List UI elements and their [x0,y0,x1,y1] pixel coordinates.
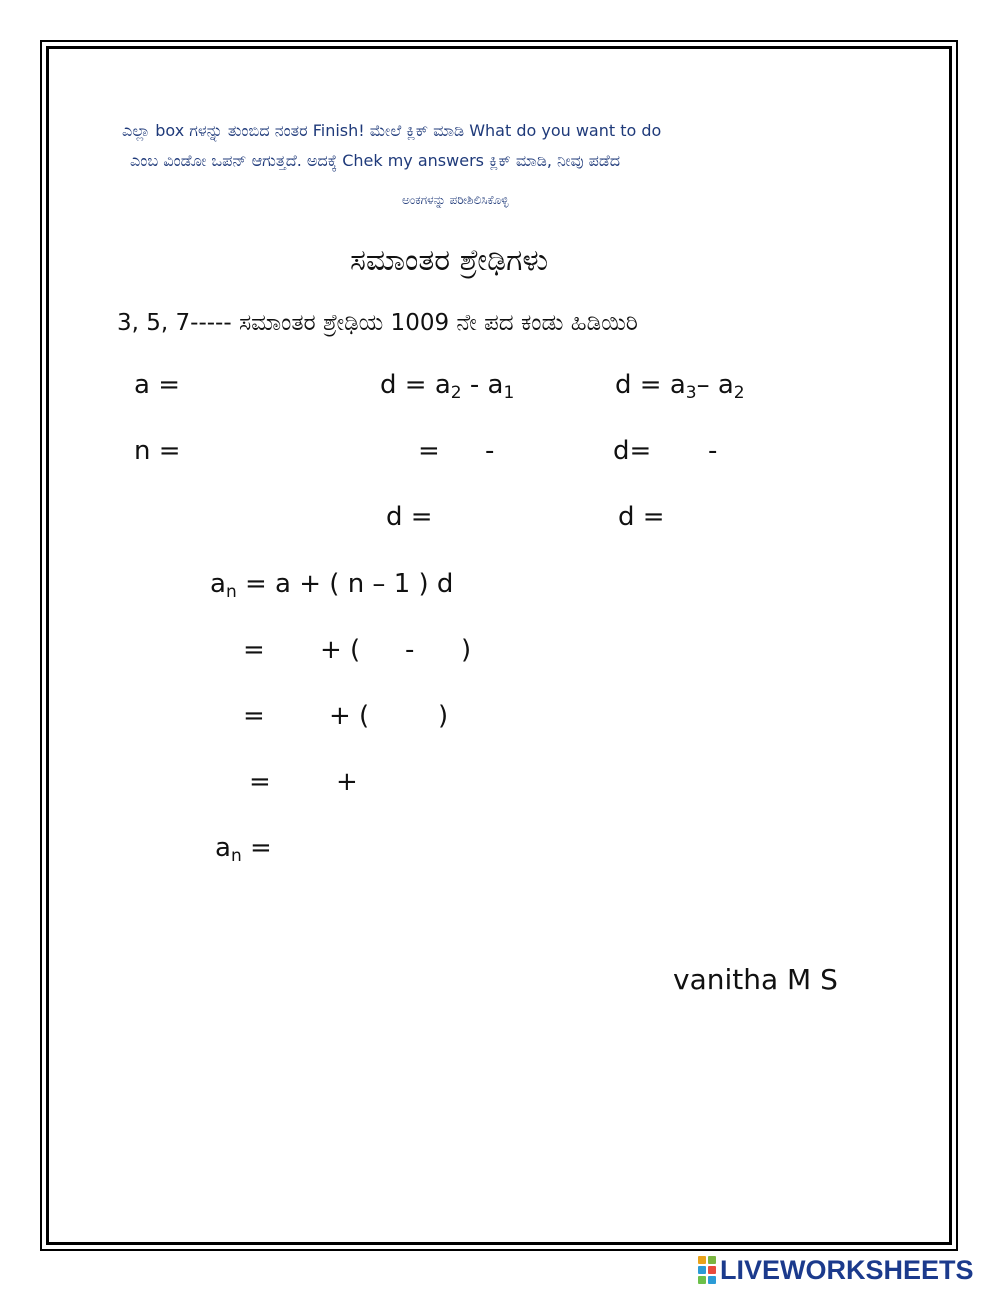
row3-d-label-2: d = [618,502,665,532]
page-border-inner [46,46,952,1245]
row2-d-label: d= [613,436,652,466]
row2-d-minus: - [708,436,718,466]
step3-plus: + [336,767,358,797]
step2-equals: = [243,701,265,731]
step2-plus-open: + ( [329,701,370,731]
instruction-line-3: ಅಂಕಗಳನ್ನು ಪರೀಶಿಲಿಸಿಕೊಳ್ಳಿ [402,193,509,207]
step2-close: ) [438,701,449,731]
step1-close: ) [461,635,472,665]
row2-equals: = [418,436,440,466]
an-final: $a_n$ = [215,833,272,866]
n-label: n = [134,436,181,466]
d-formula-2: $d = a_3-$ $a_2$ [615,370,745,403]
a-label: a = [134,370,180,400]
problem-statement: 3, 5, 7----- ಸಮಾಂತರ ಶ್ರೇಢಿಯ 1009 ನೇ ಪದ ಕಂಡು ಹಿಡಿಯಿರಿ [117,310,638,336]
brand-name: LIVEWORKSHEETS [720,1254,974,1285]
instruction-line-2: ಎಂಬ ವಿಂಡೋ ಒಪನ್ ಆಗುತ್ತದೆ. ಅದಕ್ಕೆ Chek my answers ಕ್ಲಿಕ್ ಮಾಡಿ, ನೀವು ಪಡೆದ [130,151,621,170]
step1-equals: = [243,635,265,665]
instruction-line-1: ಎಲ್ಲಾ box ಗಳನ್ನು ತುಂಬಿದ ನಂತರ Finish! ಮೇಲೆ ಕ್ಲಿಕ್ ಮಾಡಿ What do you want to do [122,121,662,140]
liveworksheets-icon [698,1256,716,1284]
step1-plus-open: + ( [320,635,361,665]
row3-d-label-1: d = [386,502,433,532]
author-name: vanitha M S [673,963,838,996]
liveworksheets-logo [698,1255,974,1285]
row2-minus: - [485,436,495,466]
page-title: ಸಮಾಂತರ ಶ್ರೇಢಿಗಳು [350,243,549,278]
step3-equals: = [249,767,271,797]
d-formula-1: $d = a_2 - a_1$ [380,370,515,403]
step1-minus: - [405,635,415,665]
an-formula: $a_n = a$ + ( n – 1 ) d [210,569,454,602]
